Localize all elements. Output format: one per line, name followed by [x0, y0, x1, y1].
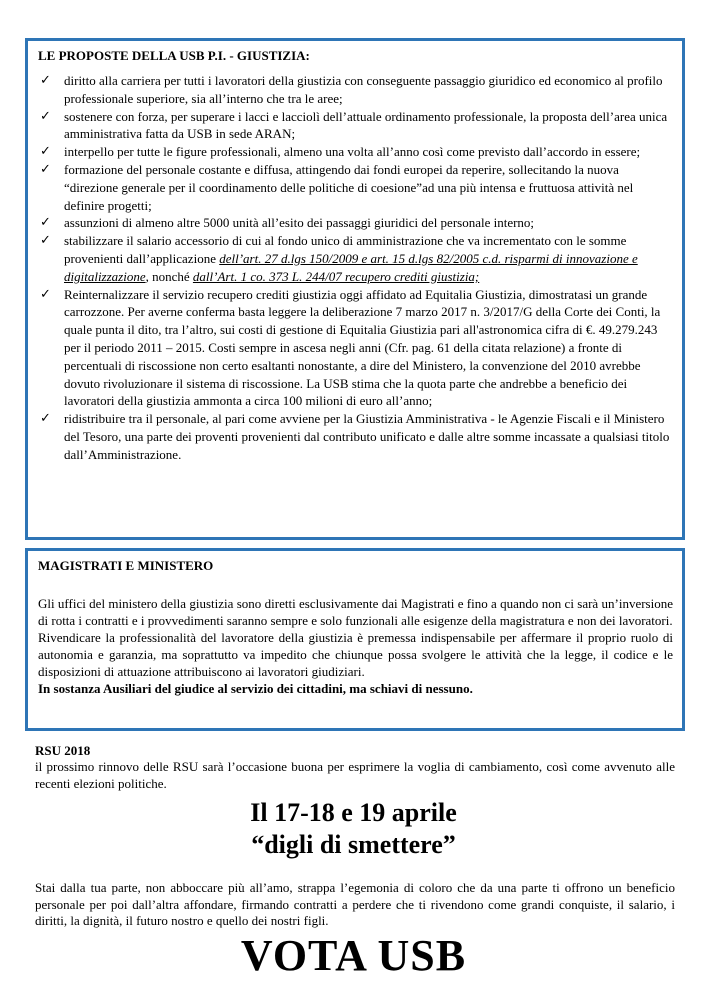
list-item-text: ridistribuire tra il personale, al pari come avviene per la Giustizia Amministrativa - le Agenzie Fiscali e il Ministero del Tesoro, una parte dei proventi provenienti dal contributo unificato e dalle altre somme incassate a qualsiasi titolo dall’Amministrazione.	[64, 411, 670, 462]
checkmark-icon: ✓	[40, 286, 51, 302]
magistrates-box	[25, 548, 685, 731]
list-item	[38, 143, 673, 161]
headline	[0, 797, 707, 861]
list-item	[38, 72, 673, 108]
checkmark-icon: ✓	[40, 233, 51, 249]
magistrates-paragraph: Gli uffici del ministero della giustizia sono diretti esclusivamente dai Magistrati e fino a quando non ci sarà un’inversione di rotta i contratti e i provvedimenti saranno sempre e solo funzionali alle esigenze della magistratura e non dei lavoratori.	[38, 596, 673, 628]
list-item-text: diritto alla carriera per tutti i lavoratori della giustizia con conseguente passaggio giuridico ed economico al profilo professionale superiore, sia all’interno che tra le aree;	[64, 73, 663, 106]
proposals-title: LE PROPOSTE DELLA USB P.I. - GIUSTIZIA:	[38, 48, 310, 63]
checkmark-icon: ✓	[40, 108, 51, 124]
headline-slogan: “digli di smettere”	[251, 830, 456, 859]
magistrates-conclusion: In sostanza Ausiliari del giudice al servizio dei cittadini, ma schiavi di nessuno.	[38, 680, 473, 696]
list-item	[38, 108, 673, 144]
list-item-text: Reinternalizzare il servizio recupero crediti giustizia oggi affidato ad Equitalia Giustizia, dimostratasi un grande carrozzone. Per averne conferma basta leggere la deliberazione 7 marzo 2017 n. 3/2017/G della Corte dei Conti, la quale punta il dito, tra l’altro, sui costi di gestione di Equitalia Giustizia pari all'astronomica cifra di €. 49.279.243 per il periodo 2011 – 2015. Costi sempre in ascesa negli anni (Cfr. pag. 61 della citata relazione) a fronte di percentuali di riscossione non certo esaltanti nonostante, a dire del Ministero, la convenzione del 2010 avrebbe dovuto rivoluzionare il sistema di riscossione. La USB stima che la quota parte che andrebbe a beneficio dei lavoratori della giustizia ammonta a circa 100 milioni di euro all’anno;	[64, 286, 661, 409]
law-reference: dell’art. 27 d.lgs 150/2009 e art. 15 d.lgs 82/2005 c.d. risparmi di innovazione e digitalizzazione	[64, 250, 638, 284]
checkmark-icon: ✓	[40, 144, 51, 160]
magistrates-title: MAGISTRATI E MINISTERO	[38, 558, 214, 573]
list-item-text: assunzioni di almeno altre 5000 unità all’esito dei passaggi giuridici del personale interno;	[64, 215, 535, 231]
law-reference: dall’Art. 1 co. 373 L. 244/07 recupero crediti giustizia;	[192, 268, 480, 284]
proposals-box	[25, 38, 685, 540]
checkmark-icon: ✓	[40, 161, 51, 177]
list-item	[38, 286, 673, 411]
list-item-text: interpello per tutte le figure professionali, almeno una volta all’anno così come previsto dall’accordo in essere;	[64, 144, 641, 160]
checkmark-icon: ✓	[40, 411, 51, 427]
list-item	[38, 161, 673, 214]
proposals-list	[38, 72, 673, 464]
rsu-section	[35, 743, 675, 792]
list-item-text: , nonché	[145, 268, 193, 284]
list-item	[38, 410, 673, 463]
headline-dates: Il 17-18 e 19 aprile	[250, 798, 457, 827]
list-item	[38, 232, 673, 285]
list-item-text: sostenere con forza, per superare i lacci e lacciolì dell’attuale ordinamento professionale, la proposta dell’area unica amministrativa fatta da USB in sede ARAN;	[64, 108, 668, 142]
checkmark-icon: ✓	[40, 73, 51, 88]
checkmark-icon: ✓	[40, 215, 51, 231]
closing-paragraph: Stai dalla tua parte, non abboccare più all’amo, strappa l’egemonia di coloro che da una parte ti offrono un beneficio personale per poi dall’altra affondare, firmando contratti a perdere che ti rivendono come grandi conquiste, il salario, i diritti, la dignità, il futuro nostro e quello dei nostri figli.	[35, 880, 675, 928]
magistrates-paragraph: Rivendicare la professionalità del lavoratore della giustizia è premessa indispensabile per affermare il proprio ruolo di autonomia e garanzia, ma soprattutto va impedito che chiunque possa svolgere le attività che la legge, il codice e le disposizioni di attuazione attribuiscono ai lavoratori giudiziari.	[38, 629, 673, 679]
list-item-text: formazione del personale costante e diffusa, attingendo dai fondi europei da reperire, sollecitando la nuova “direzione generale per il coordinamento delle politiche di coesione”ad una più intensa e fruttuosa attività nel definire progetti;	[64, 161, 634, 213]
rsu-title: RSU 2018	[35, 743, 91, 758]
rsu-text: il prossimo rinnovo delle RSU sarà l’occasione buona per esprimere la voglia di cambiamento, così come avvenuto alle recenti elezioni politiche.	[35, 759, 675, 791]
list-item-text: stabilizzare il salario accessorio di cui al fondo unico di amministrazione che va incrementato con le somme provenienti dall’applicazione	[64, 233, 627, 266]
vote-usb-title: VOTA USB	[240, 931, 467, 980]
list-item	[38, 214, 673, 232]
